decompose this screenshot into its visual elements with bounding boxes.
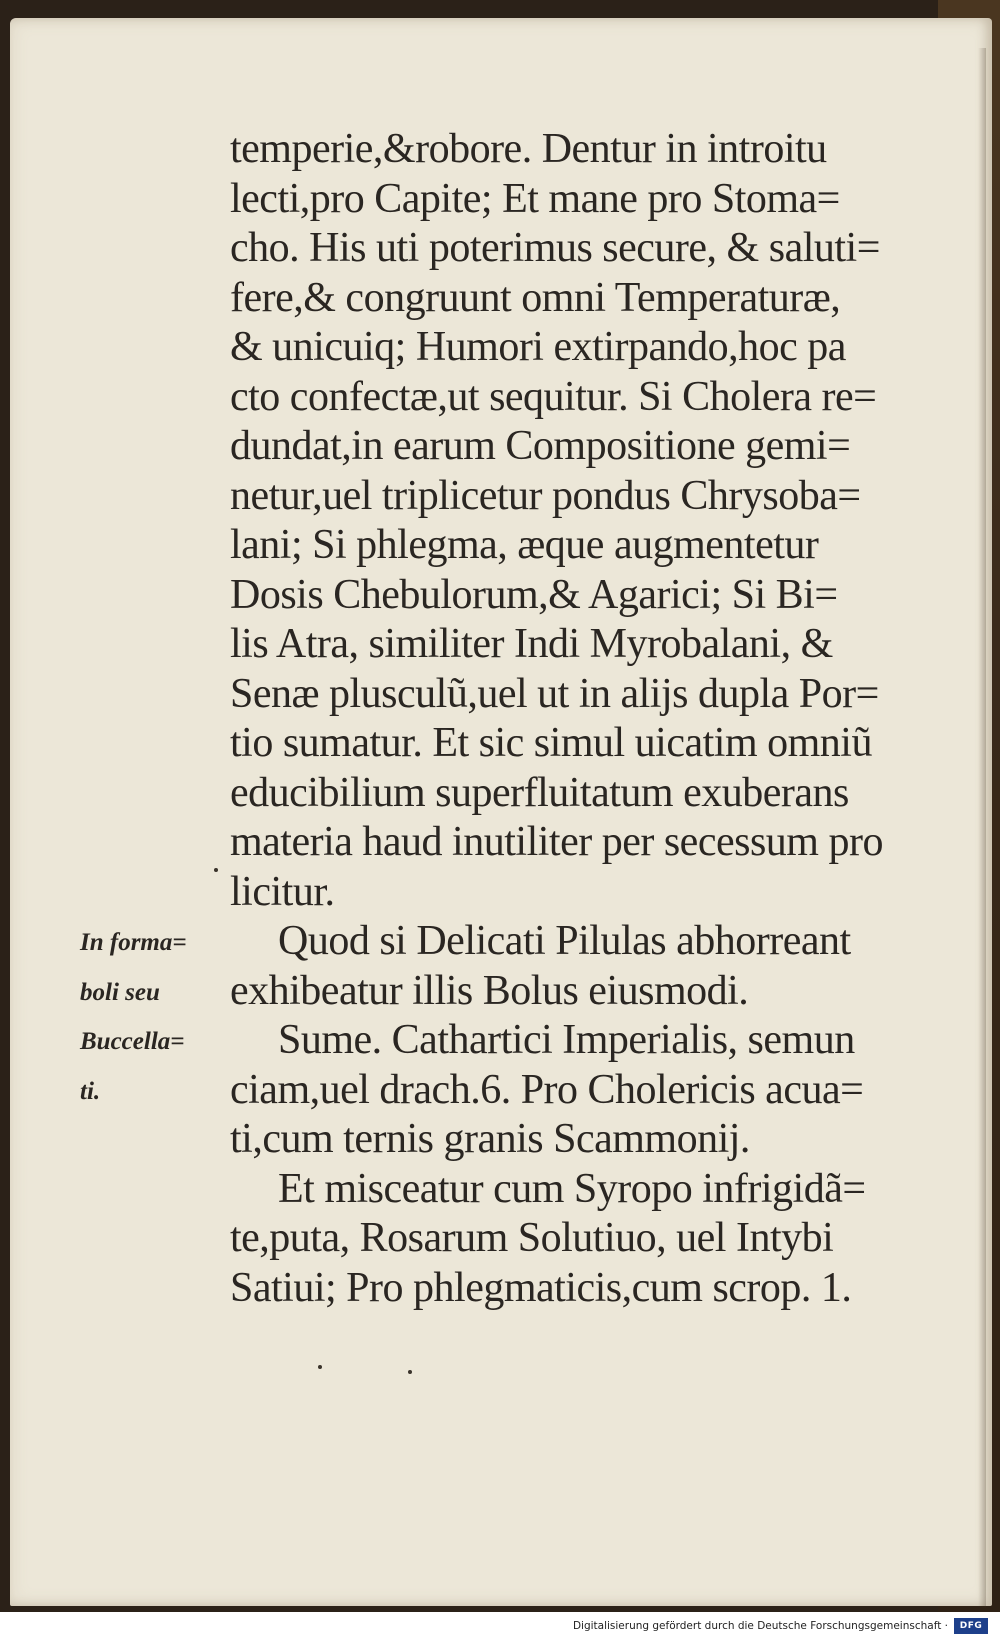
page-body-text — [230, 125, 970, 1313]
ink-speck — [318, 1365, 322, 1369]
digitization-footer — [0, 1612, 1000, 1643]
text-line: lecti,pro Capite; Et mane pro Stoma= — [230, 175, 840, 222]
text-line: lis Atra, similiter Indi Myrobalani, & — [230, 621, 833, 667]
text-line: materia haud inutiliter per secessum pro — [230, 819, 883, 865]
text-line: fere,& congruunt omni Temperaturæ, — [230, 274, 841, 321]
text-line: ti,cum ternis granis Scammonij. — [230, 1116, 750, 1162]
page-gutter-shadow — [978, 48, 986, 1608]
dfg-logo-icon: DFG — [954, 1618, 988, 1634]
marginal-note-line: Buccella= — [80, 1028, 185, 1055]
text-line: te,puta, Rosarum Solutiuo, uel Intybi — [230, 1215, 834, 1261]
text-line: educibilium superfluitatum exuberans — [230, 769, 849, 816]
text-line: cho. His uti poterimus secure, & saluti= — [230, 225, 880, 271]
text-line: Senæ plusculũ,uel ut in alijs dupla Por= — [230, 670, 879, 717]
text-line: netur,uel triplicetur pondus Chrysoba= — [230, 472, 861, 519]
text-line: licitur. — [230, 868, 335, 915]
marginal-note — [80, 918, 220, 1116]
text-line-paragraph-start: Et misceatur cum Syropo infrigidã= — [278, 1165, 866, 1212]
digitization-credit: Digitalisierung gefördert durch die Deutsche Forschungsgemeinschaft · — [572, 1620, 948, 1632]
text-line: & unicuiq; Humori extirpando,hoc pa — [230, 324, 846, 370]
text-line: tio sumatur. Et sic simul uicatim omniũ — [230, 720, 872, 766]
ink-speck — [408, 1370, 412, 1374]
text-line-paragraph-start: Quod si Delicati Pilulas abhorreant — [278, 918, 851, 964]
marginal-note-line: ti. — [80, 1077, 101, 1105]
marginal-note-line: In forma= — [80, 929, 187, 956]
text-line: lani; Si phlegma, æque augmentetur — [230, 522, 819, 568]
ink-speck — [214, 868, 218, 872]
text-line: Satiui; Pro phlegmaticis,cum scrop. 1. — [230, 1264, 852, 1311]
text-line: dundat,in earum Compositione gemi= — [230, 423, 851, 469]
text-line: temperie,&robore. Dentur in introitu — [230, 126, 827, 172]
marginal-note-line: boli seu — [80, 978, 160, 1006]
text-line: ciam,uel drach.6. Pro Cholericis acua= — [230, 1066, 864, 1113]
text-line: Dosis Chebulorum,& Agarici; Si Bi= — [230, 571, 838, 618]
text-line: cto confectæ,ut sequitur. Si Cholera re= — [230, 373, 877, 420]
text-line-paragraph-start: Sume. Cathartici Imperialis, semun — [278, 1017, 855, 1063]
text-line: exhibeatur illis Bolus eiusmodi. — [230, 967, 749, 1014]
